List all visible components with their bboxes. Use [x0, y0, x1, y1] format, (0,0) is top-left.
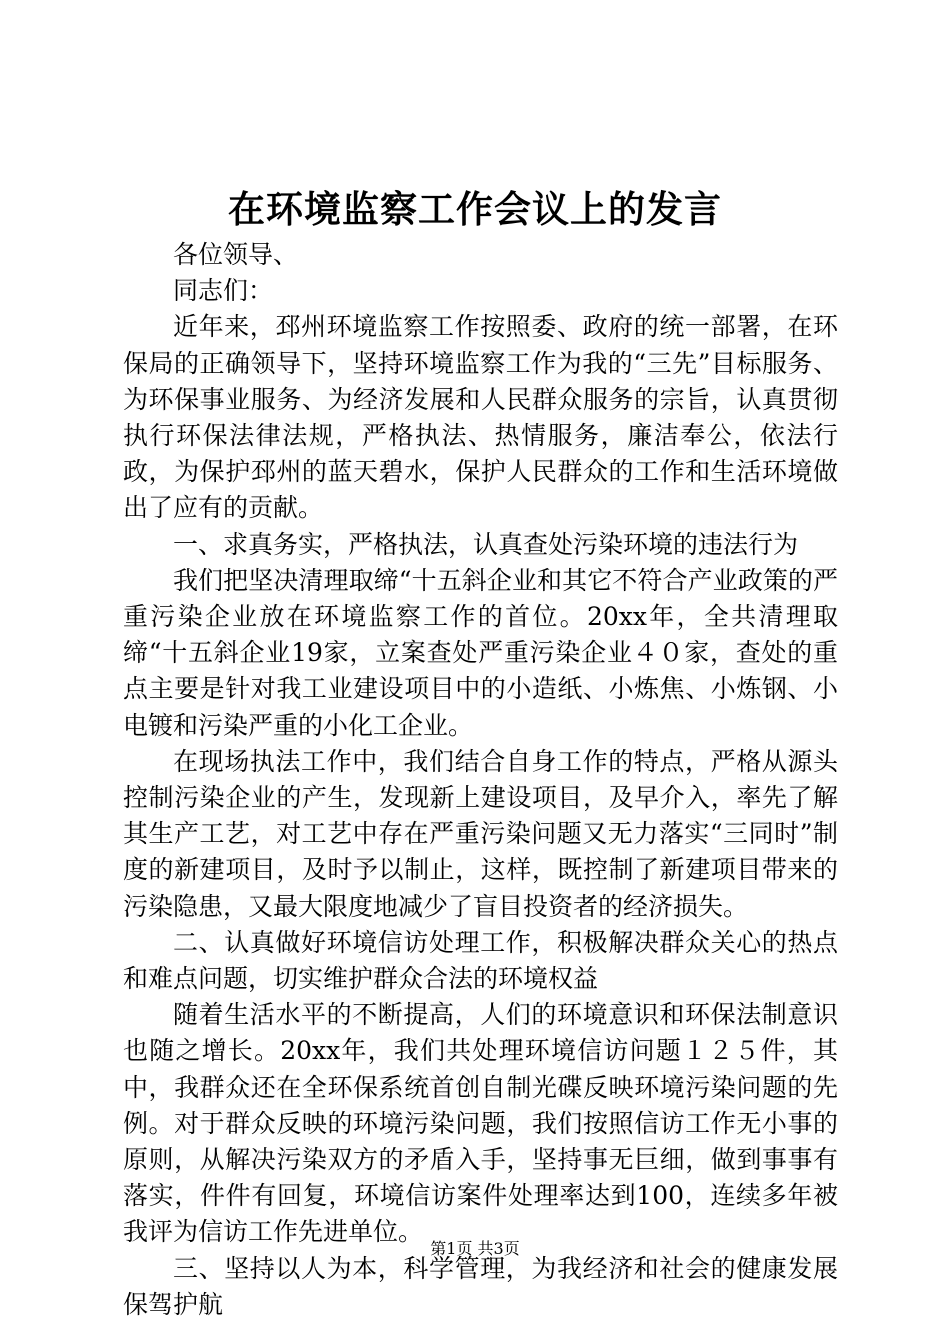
- section-heading-1: 一、求真务实，严格执法，认真查处污染环境的违法行为: [173, 529, 799, 559]
- body-paragraph: 我们把坚决清理取缔“十五斜企业和其它不符合产业政策的严重污染企业放在环境监察工作的首位。20xx年，全共清理取缔“十五斜企业19家，立案查处严重污染企业４０家，查处的重点主要是针对我工业建设项目中的小造纸、小炼焦、小炼钢、小电镀和污染严重的小化工企业。: [123, 565, 838, 740]
- body-paragraph: 在现场执法工作中，我们结合自身工作的特点，严格从源头控制污染企业的产生，发现新上建设项目，及早介入，率先了解其生产工艺，对工艺中存在严重污染问题又无力落实“三同时”制度的新建项目，及时予以制止，这样，既控制了新建项目带来的污染隐患，又最大限度地减少了盲目投资者的经济损失。: [123, 746, 838, 921]
- salutation-comrades: 同志们：: [173, 276, 274, 306]
- document-title: 在环境监察工作会议上的发言: [228, 187, 722, 231]
- page-footer: 第1页 共3页: [430, 1239, 520, 1258]
- intro-paragraph: 近年来，邳州环境监察工作按照委、政府的统一部署，在环保局的正确领导下，坚持环境监察工作为我的“三先”目标服务、为环保事业服务、为经济发展和人民群众服务的宗旨，认真贯彻执行环保法律法规，严格执法、热情服务，廉洁奉公，依法行政，为保护邳州的蓝天碧水，保护人民群众的工作和生活环境做出了应有的贡献。: [123, 312, 838, 523]
- section-heading-2: 二、认真做好环境信访处理工作，积极解决群众关心的热点和难点问题，切实维护群众合法的环境权益: [123, 927, 838, 994]
- salutation-leaders: 各位领导、: [173, 240, 299, 269]
- document-body: [123, 237, 838, 1323]
- section-heading-3: 三、坚持以人为本，科学管理，为我经济和社会的健康发展保驾护航: [123, 1253, 838, 1319]
- body-paragraph: 随着生活水平的不断提高，人们的环境意识和环保法制意识也随之增长。20xx年，我们共处理环境信访问题１２５件，其中，我群众还在全环保系统首创自制光碟反映环境污染问题的先例。对于群众反映的环境污染问题，我们按照信访工作无小事的原则，从解决污染双方的矛盾入手，坚持事无巨细，做到事事有落实，件件有回复，环境信访案件处理率达到100，连续多年被我评为信访工作先进单位。: [123, 1000, 838, 1247]
